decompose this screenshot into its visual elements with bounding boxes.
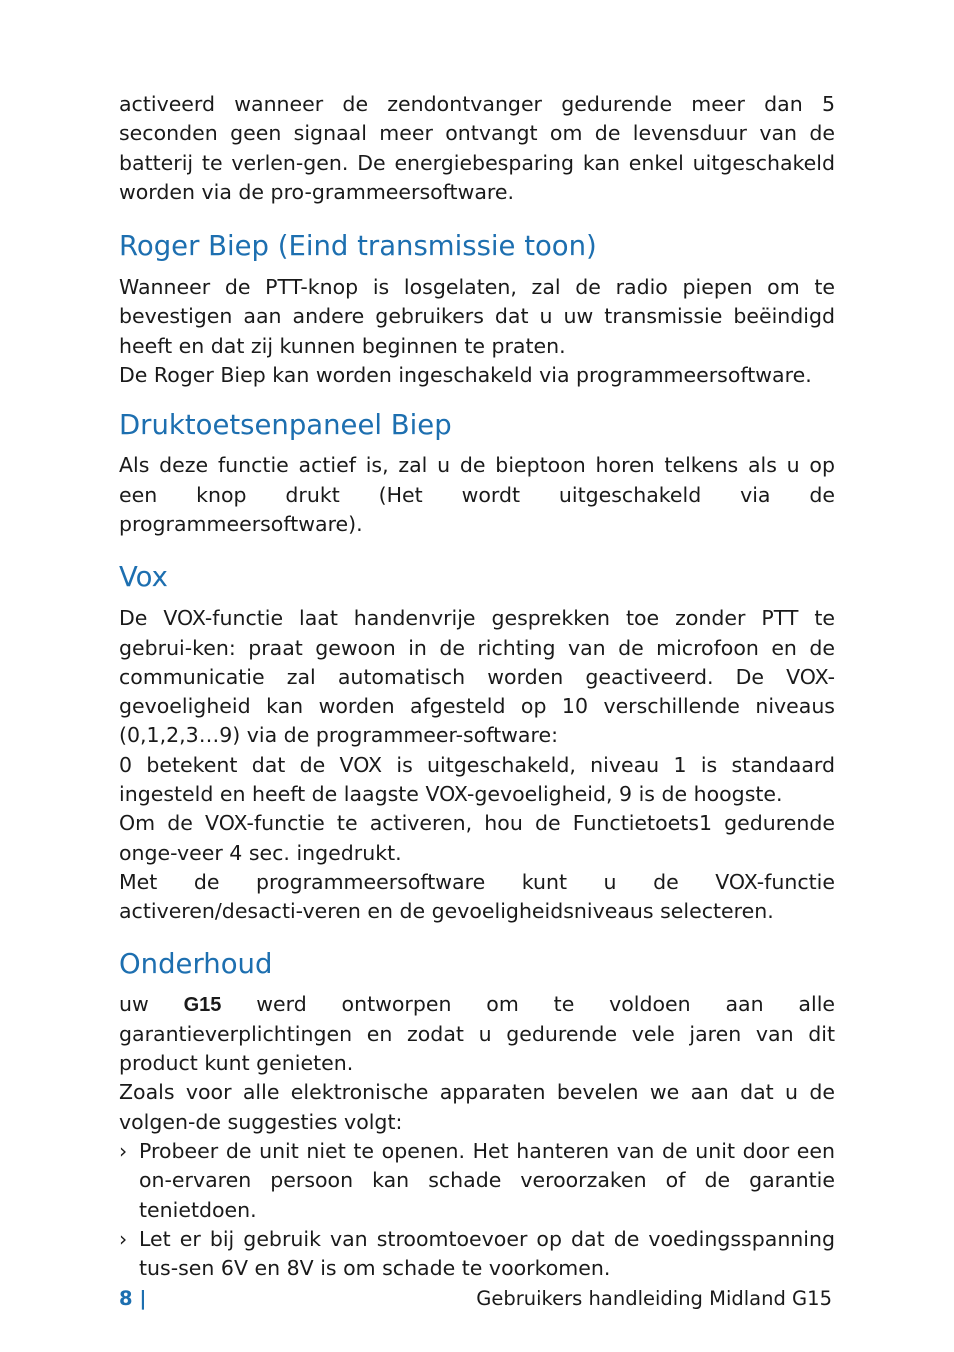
vox-heading: Vox [119, 561, 168, 594]
list-item [119, 1225, 835, 1284]
roger-biep-paragraph-1: Wanneer de PTT-knop is losgelaten, zal de radio piepen om te bevestigen aan andere gebruikers dat u uw transmissie beëindigd heeft en dat zij kunnen beginnen te praten. [119, 275, 835, 358]
keypad-beep-heading: Druktoetsenpaneel Biep [119, 409, 452, 442]
vox-paragraph-1: De VOX-functie laat handenvrije gesprekken toe zonder PTT te gebrui-ken: praat gewoon in de richting van de microfoon en de communicatie zal automatisch worden geactiveerd. De VOX-gevoeligheid kan worden afgesteld op 10 verschillende niveaus (0,1,2,3…9) via de programmeer-software: [119, 606, 835, 748]
maintenance-heading: Onderhoud [119, 947, 273, 980]
bullet-chevron-icon: › [119, 1139, 128, 1164]
maintenance-suffix: werd ontworpen om te voldoen aan alle garantieverplichtingen en zodat u gedurende vele jaren van dit product kunt genieten. [119, 991, 835, 1076]
maintenance-bullet-list [119, 1137, 835, 1283]
product-brand: G15 [183, 993, 222, 1016]
bullet-text: Probeer de unit niet te openen. Het hanteren van de unit door een on-ervaren persoon kan schade veroorzaken of de garantie tenietdoen. [139, 1139, 835, 1222]
roger-biep-paragraph-2: De Roger Biep kan worden ingeschakeld via programmeersoftware. [119, 363, 812, 388]
list-item [119, 1137, 835, 1225]
maintenance-paragraph-1 [119, 990, 835, 1079]
roger-biep-heading: Roger Biep (Eind transmissie toon) [119, 230, 597, 263]
bullet-text: Let er bij gebruik van stroomtoevoer op dat de voedingsspanning tus-sen 6V en 8V is om schade te voorkomen. [139, 1226, 835, 1281]
page-content [119, 90, 835, 1284]
vox-paragraph-4: Met de programmeersoftware kunt u de VOX-functie activeren/desacti-veren en de gevoeligheidsniveaus selecteren. [119, 869, 835, 924]
page-number: 8 | [119, 1287, 147, 1310]
footer-title: Gebruikers handleiding Midland G15 [476, 1287, 832, 1310]
maintenance-paragraph-2: Zoals voor alle elektronische apparaten bevelen we aan dat u de volgen-de suggesties volgt: [119, 1080, 835, 1134]
intro-paragraph: activeerd wanneer de zendontvanger gedurende meer dan 5 seconden geen signaal meer ontvangt om de levensduur van de batterij te verlen-gen. De energiebesparing kan enkel uitgeschakeld worden via de pro-grammeersoftware. [119, 92, 835, 204]
page-footer [119, 1285, 832, 1313]
keypad-beep-paragraph: Als deze functie actief is, zal u de bieptoon horen telkens als u op een knop drukt (Het wordt uitgeschakeld via de programmeersoftware). [119, 453, 835, 536]
vox-paragraph-3: Om de VOX-functie te activeren, hou de Functietoets1 gedurende onge-veer 4 sec. ingedrukt. [119, 811, 835, 865]
bullet-chevron-icon: › [119, 1226, 128, 1251]
maintenance-prefix: uw [119, 991, 149, 1016]
vox-paragraph-2: 0 betekent dat de VOX is uitgeschakeld, niveau 1 is standaard ingesteld en heeft de laagste VOX-gevoeligheid, 9 is de hoogste. [119, 752, 835, 807]
